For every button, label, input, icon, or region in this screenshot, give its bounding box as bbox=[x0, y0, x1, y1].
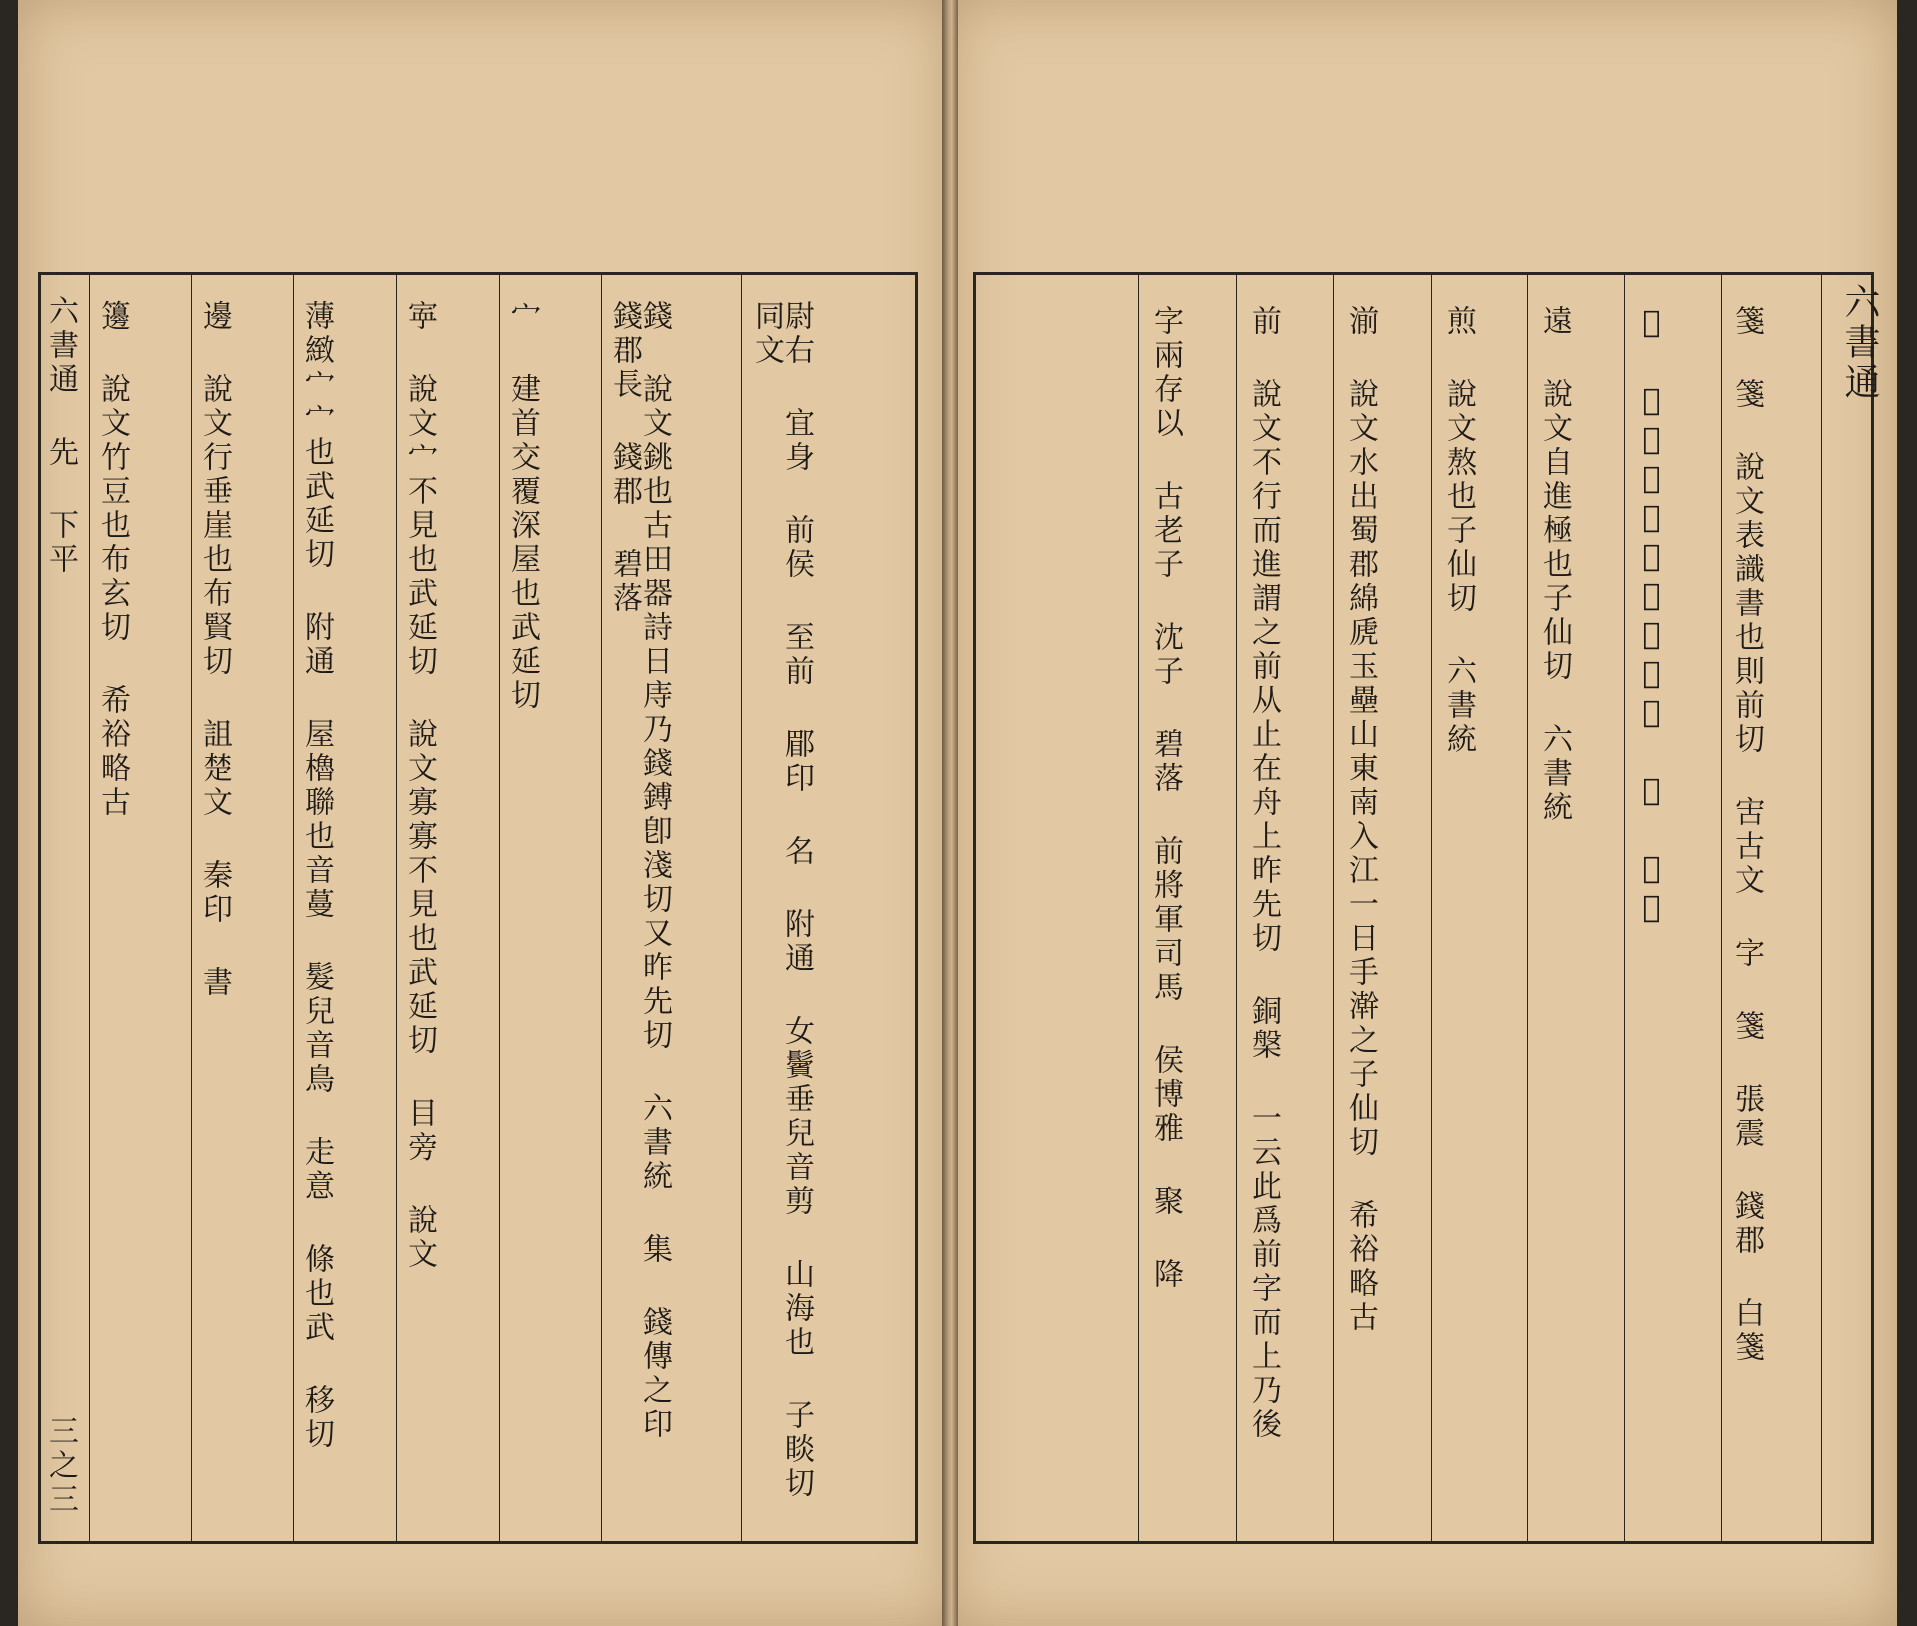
column-rule bbox=[1138, 275, 1139, 1541]
text-column: 遠 說文自進極也子仙切 六書統 bbox=[1537, 305, 1572, 825]
text-column: 箋 箋 說文表識書也則前切 㝒古文 字 箋 張震 錢郡 白箋 bbox=[1729, 305, 1764, 1365]
left-page-frame bbox=[38, 272, 918, 1544]
column-rule bbox=[1624, 275, 1625, 1541]
text-column: 字兩存以 古老子 沈子 碧落 前將軍司馬 侯博雅 聚 降 bbox=[1148, 305, 1183, 1292]
column-rule bbox=[499, 275, 500, 1541]
text-column: 煎 說文熬也子仙切 六書統 bbox=[1441, 305, 1476, 757]
column-rule bbox=[1431, 275, 1432, 1541]
column-rule bbox=[293, 275, 294, 1541]
text-column: 湔 說文水出蜀郡綿虒玉壘山東南入江一日手澣之子仙切 希裕略古 bbox=[1343, 305, 1378, 1335]
text-column: 𡨴 說文宀不見也武延切 說文寡寡不見也武延切 目旁 說文 bbox=[402, 300, 437, 1272]
right-page-frame bbox=[973, 272, 1880, 1544]
text-column: 尉右 宜身 前侯 至前 郿印 名 附通 女鬢垂兒音剪 山海也 子睒切 同文 bbox=[749, 300, 814, 1501]
column-rule bbox=[1821, 275, 1822, 1541]
text-column: 薄緻宀宀也武延切 附通 屋櫓聯也音蔓 髮兒音鳥 走意 條也武 移切 bbox=[299, 300, 334, 1452]
running-title: 六書通 bbox=[1839, 283, 1880, 403]
column-rule bbox=[1721, 275, 1722, 1541]
column-rule bbox=[1527, 275, 1528, 1541]
text-column: 宀 建首交覆深屋也武延切 bbox=[505, 300, 540, 713]
folio-number: 三之三 bbox=[43, 1415, 78, 1517]
text-column: 𩦲 說文馬鞁具也則前切 書 楊桓 bbox=[1634, 305, 1669, 929]
text-column: 籩 說文竹豆也布玄切 希裕略古 bbox=[95, 300, 130, 820]
margin-label: 六書通 先 下平 bbox=[43, 295, 78, 577]
column-rule bbox=[396, 275, 397, 1541]
column-rule bbox=[191, 275, 192, 1541]
column-rule bbox=[1236, 275, 1237, 1541]
column-rule bbox=[741, 275, 742, 1541]
column-rule bbox=[1333, 275, 1334, 1541]
text-column: 前 說文不行而進謂之前从止在舟上昨先切 銅槃 一云此爲前字而上乃後 bbox=[1246, 305, 1281, 1442]
column-rule bbox=[601, 275, 602, 1541]
text-column: 錢 說文銚也古田器詩日庤乃錢鎛卽淺切又昨先切 六書統 集 錢傳之印 錢郡長 錢郡 碧落 bbox=[607, 300, 672, 1442]
column-rule bbox=[89, 275, 90, 1541]
book-gutter bbox=[942, 0, 958, 1626]
text-column: 邊 說文行垂崖也布賢切 詛楚文 秦印 書 bbox=[197, 300, 232, 1000]
